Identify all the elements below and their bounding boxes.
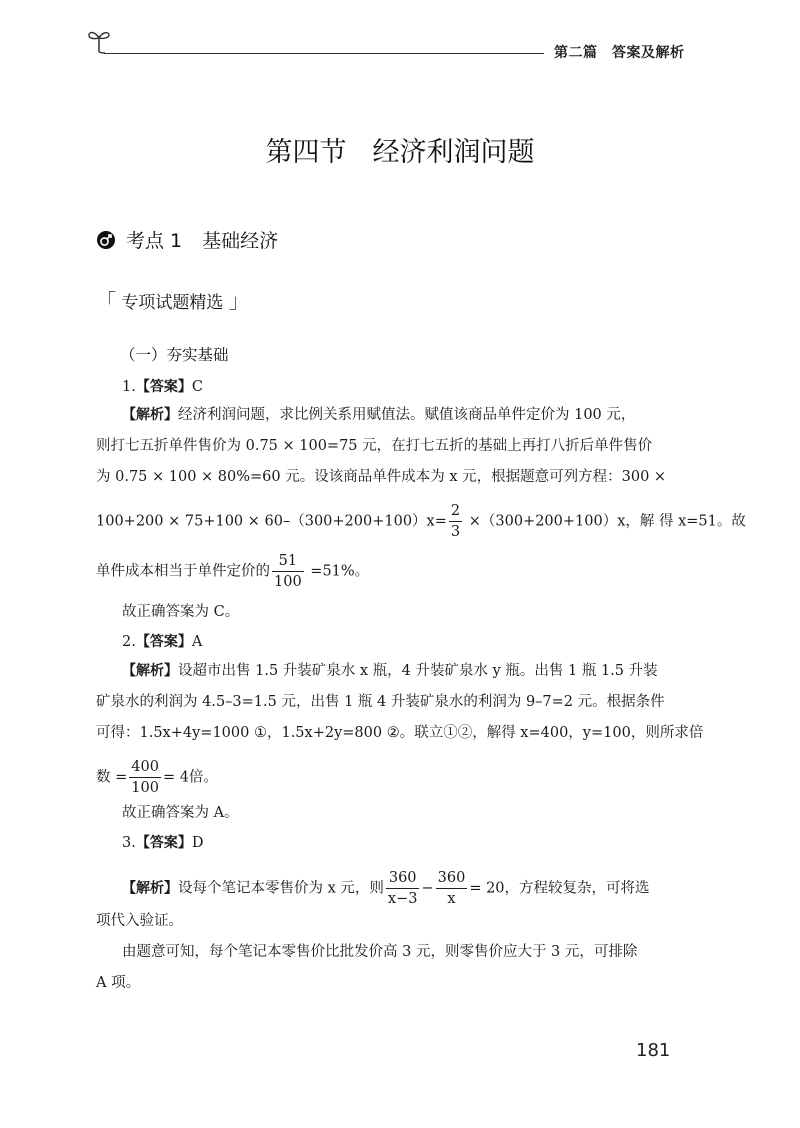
section-number: 第四节 [265, 137, 347, 168]
answer-label: 【答案】 [135, 634, 192, 650]
q1-answer-line [122, 377, 203, 397]
q3-analysis-line-4: A 项。 [96, 975, 141, 991]
analysis-label: 【解析】 [122, 880, 178, 897]
analysis-label: 【解析】 [122, 663, 178, 679]
target-bullet-icon [96, 230, 116, 250]
fraction [129, 758, 161, 797]
q2-number: 2. [122, 634, 136, 650]
q1-number: 1. [122, 379, 136, 395]
sprout-icon [86, 26, 112, 54]
q1-text-4b: ×（300+200+100）x，解 得 x=51。故 [464, 513, 746, 530]
q1-answer: C [191, 379, 203, 395]
kaodian-name: 基础经济 [202, 230, 279, 252]
q2-answer: A [191, 634, 203, 650]
q3-analysis-line-3: 由题意可知，每个笔记本零售价比批发价高 3 元，则零售价应大于 3 元，可排除 [122, 944, 638, 960]
open-bracket: 「 [96, 289, 116, 313]
q1-text-4a: 100+200 × 75+100 × 60–（300+200+100）x= [96, 513, 447, 530]
fraction-numerator: 360 [436, 869, 468, 889]
fraction-denominator: 3 [450, 524, 461, 540]
section-title [0, 130, 800, 169]
q1-analysis-line-5 [96, 552, 369, 591]
fraction [386, 869, 420, 908]
q1-analysis-line-2: 则打七五折单件售价为 0.75 × 100=75 元，在打七五折的基础上再打八折后单件售价 [96, 438, 653, 454]
q3-text-1a: 设每个笔记本零售价为 x 元，则 [178, 880, 384, 897]
fraction-denominator: 100 [274, 574, 302, 590]
q1-text-5b: =51%。 [305, 563, 370, 580]
q1-conclusion: 故正确答案为 C。 [122, 604, 240, 620]
fraction-denominator: x−3 [387, 891, 418, 907]
fraction-numerator: 400 [129, 758, 161, 778]
q2-text-4b: = 4倍。 [162, 769, 218, 786]
fraction-denominator: x [447, 891, 456, 907]
q1-text-5a: 单件成本相当于单件定价的 [96, 563, 270, 580]
q3-analysis-line-2: 项代入验证。 [96, 913, 183, 929]
q2-analysis-line-4 [96, 758, 218, 797]
special-exercise-heading [96, 285, 249, 314]
answer-label: 【答案】 [135, 835, 192, 851]
q2-text-1: 设超市出售 1.5 升装矿泉水 x 瓶，4 升装矿泉水 y 瓶。出售 1 瓶 1.5 升装 [178, 663, 658, 679]
subsection-heading: （一）夯实基础 [120, 346, 229, 364]
q1-text-1: 经济利润问题，求比例关系用赋值法。赋值该商品单件定价为 100 元， [178, 407, 636, 423]
section-name: 经济利润问题 [372, 137, 535, 168]
kaodian-label: 考点 1 [126, 230, 183, 252]
fraction-numerator: 51 [272, 552, 304, 572]
q2-analysis-line-2: 矿泉水的利润为 4.5–3=1.5 元，出售 1 瓶 4 升装矿泉水的利润为 9–7=2 元。根据条件 [96, 694, 665, 710]
fraction-numerator: 360 [386, 869, 420, 889]
special-exercise-label: 专项试题精选 [121, 293, 224, 313]
q2-analysis-line-1 [122, 661, 658, 681]
fraction-denominator: 100 [131, 780, 159, 796]
kaodian-heading [96, 226, 278, 253]
q2-answer-line [122, 632, 202, 652]
fraction [436, 869, 468, 908]
answer-label: 【答案】 [135, 379, 192, 395]
analysis-label: 【解析】 [122, 407, 178, 423]
fraction [272, 552, 304, 591]
q3-answer: D [191, 835, 204, 851]
running-header [0, 0, 800, 80]
q3-analysis-line-1 [122, 869, 650, 908]
fraction-numerator: 2 [449, 502, 462, 522]
q2-conclusion: 故正确答案为 A。 [122, 805, 239, 821]
q3-number: 3. [122, 835, 136, 851]
close-bracket: 」 [228, 289, 249, 313]
q3-answer-line [122, 833, 203, 853]
q1-analysis-line-4 [96, 502, 746, 541]
q2-analysis-line-3: 可得：1.5x+4y=1000 ①，1.5x+2y=800 ②。联立①②，解得 x=400，y=100，则所求倍 [96, 725, 704, 741]
header-rule [104, 53, 544, 54]
running-title: 第二篇 答案及解析 [554, 45, 685, 61]
page-number: 181 [636, 1040, 671, 1061]
minus-sign: − [421, 880, 434, 897]
q1-analysis-line-1 [122, 405, 635, 425]
q3-text-1b: = 20，方程较复杂，可将选 [469, 880, 650, 897]
fraction [449, 502, 462, 541]
q2-text-4a: 数 = [96, 769, 128, 786]
q1-analysis-line-3: 为 0.75 × 100 × 80%=60 元。设该商品单件成本为 x 元，根据题意可列方程：300 × [96, 469, 667, 485]
